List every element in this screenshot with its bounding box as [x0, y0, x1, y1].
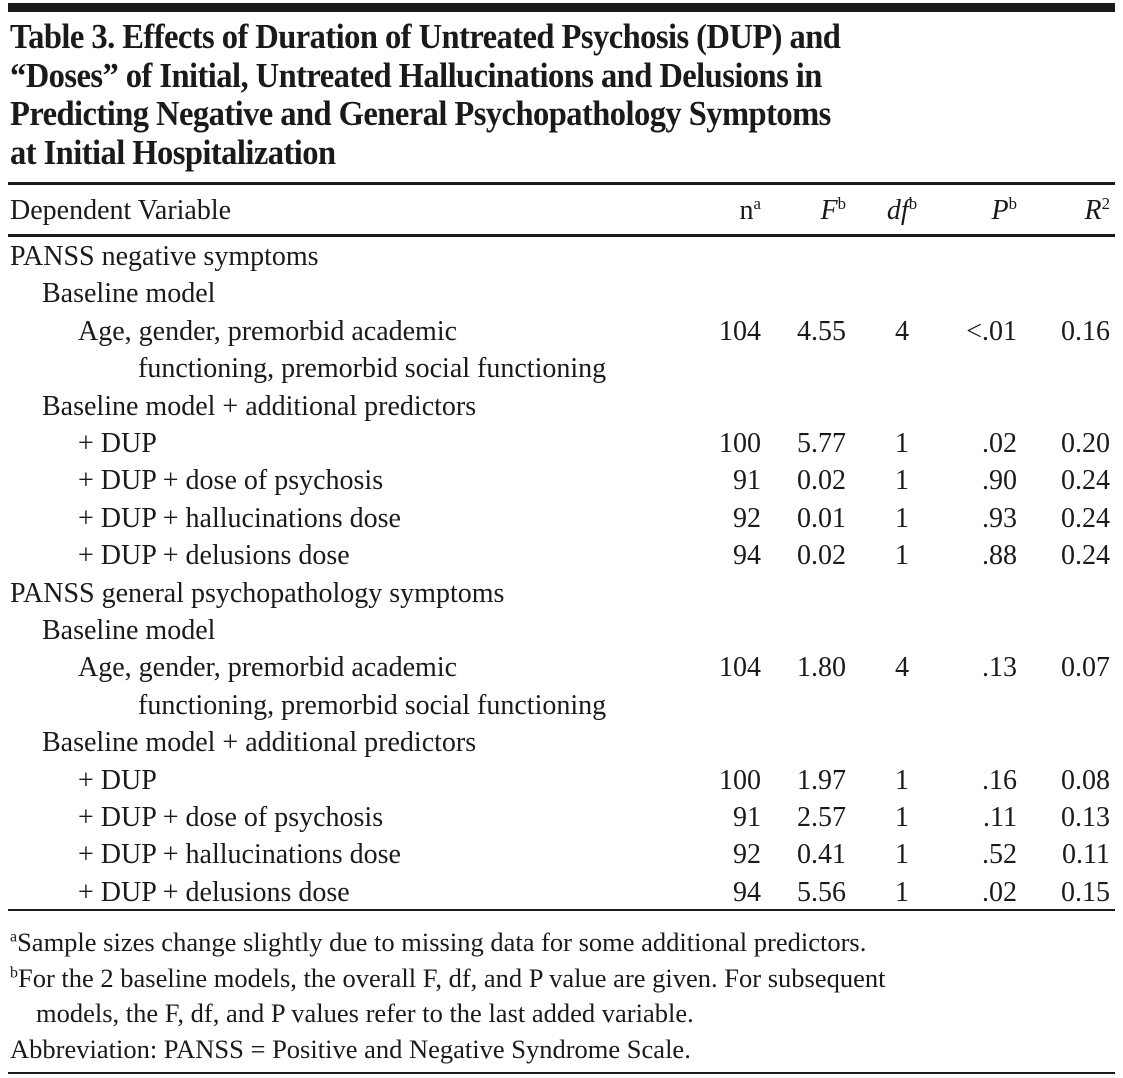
table-title: [10, 18, 940, 172]
body-rule: [8, 909, 1115, 911]
cell-df: 1: [895, 465, 909, 497]
row-label: + DUP + delusions dose: [78, 876, 350, 908]
table-header: [0, 192, 1123, 229]
header-df: [846, 192, 958, 229]
cell-df: 1: [895, 839, 909, 871]
row-label: Baseline model: [42, 278, 216, 310]
cell-n: 91: [733, 802, 761, 833]
cell-p: .52: [982, 839, 1017, 871]
row-label: PANSS negative symptoms: [10, 241, 319, 272]
row-label: + DUP + dose of psychosis: [78, 802, 384, 833]
table-row: [0, 275, 1123, 312]
cell-p: .16: [982, 764, 1017, 796]
header-r2: [1085, 192, 1111, 229]
table-row: [0, 874, 1123, 911]
row-label: + DUP: [78, 764, 157, 796]
table-row: [0, 724, 1123, 761]
cell-p: <.01: [966, 315, 1017, 347]
cell-p: .11: [983, 802, 1017, 833]
cell-df: 4: [895, 652, 909, 684]
row-label: Age, gender, premorbid academic: [78, 652, 458, 684]
footnote-abbreviation: Abbreviation: PANSS = Positive and Negative Syndrome Scale.: [10, 1034, 691, 1064]
header-r-sup: 2: [1101, 193, 1110, 213]
cell-df: 1: [895, 802, 909, 833]
footnote-b-text-1: For the 2 baseline models, the overall F, df, and P value are given. For subsequent: [17, 963, 886, 993]
cell-f: 2.57: [797, 802, 846, 833]
cell-df: 1: [895, 540, 909, 572]
cell-r2: 0.16: [1061, 315, 1110, 347]
cell-f: 0.02: [797, 540, 846, 572]
header-dependent-variable: Dependent Variable: [10, 195, 232, 226]
bottom-rule: [8, 1072, 1115, 1074]
table-row: [0, 836, 1123, 873]
header-n-text: n: [739, 195, 754, 226]
cell-n: 100: [719, 764, 761, 796]
top-thick-rule: [8, 3, 1115, 12]
cell-df: 1: [895, 876, 909, 908]
title-rule: [8, 182, 1115, 185]
header-rule: [8, 234, 1115, 237]
cell-df: 1: [895, 428, 909, 459]
cell-f: 0.02: [797, 465, 846, 497]
header-f-text: F: [820, 195, 838, 226]
cell-n: 92: [733, 502, 761, 534]
cell-f: 4.55: [797, 315, 846, 347]
cell-p: .02: [982, 428, 1017, 459]
title-line: “Doses” of Initial, Untreated Hallucinations and Delusions in: [10, 55, 822, 95]
footnote-a-mark: a: [10, 928, 18, 946]
header-n-sup: a: [753, 193, 761, 213]
footnote-a: [10, 924, 866, 960]
table-row: [0, 238, 1123, 275]
table-row: [0, 462, 1123, 499]
cell-f: 1.80: [797, 652, 846, 684]
cell-r2: 0.24: [1061, 502, 1110, 534]
cell-df: 1: [895, 502, 909, 534]
header-p-sup: b: [1008, 193, 1017, 213]
table-row: [0, 313, 1123, 350]
table-row: [0, 575, 1123, 612]
header-n: [740, 192, 761, 229]
table-row: [0, 612, 1123, 649]
row-label: + DUP + delusions dose: [78, 540, 350, 572]
row-label: Baseline model + additional predictors: [42, 727, 477, 759]
row-label: Age, gender, premorbid academic: [78, 315, 458, 347]
header-df-sup: b: [908, 193, 918, 213]
row-label: PANSS general psychopathology symptoms: [10, 577, 505, 609]
title-line: Table 3. Effects of Duration of Untreated Psychosis (DUP) and: [10, 17, 841, 56]
cell-r2: 0.11: [1062, 839, 1110, 871]
table-row: [0, 687, 1123, 724]
cell-p: .02: [982, 876, 1017, 908]
title-line: at Initial Hospitalization: [10, 132, 336, 172]
cell-p: .13: [982, 652, 1017, 684]
row-label: + DUP: [78, 428, 157, 459]
table-row: [0, 762, 1123, 799]
table-row: [0, 537, 1123, 574]
cell-n: 104: [719, 652, 761, 684]
footnote-b: [10, 960, 885, 996]
cell-r2: 0.13: [1061, 802, 1110, 833]
table-row: [0, 500, 1123, 537]
cell-n: 94: [733, 540, 761, 572]
cell-df: 4: [895, 315, 909, 347]
table-row: [0, 799, 1123, 836]
cell-p: .88: [982, 540, 1017, 572]
table-row: [0, 388, 1123, 425]
row-label: functioning, premorbid social functioning: [138, 689, 607, 721]
cell-r2: 0.24: [1061, 465, 1110, 497]
cell-f: 5.77: [797, 428, 846, 459]
table-row: [0, 649, 1123, 686]
cell-n: 104: [719, 315, 761, 347]
header-f-sup: b: [837, 193, 846, 213]
row-label: Baseline model: [42, 615, 216, 646]
footnote-b-mark: b: [10, 964, 18, 982]
cell-p: .90: [982, 465, 1017, 497]
cell-r2: 0.08: [1061, 764, 1110, 796]
cell-p: .93: [982, 502, 1017, 534]
cell-n: 94: [733, 876, 761, 908]
cell-n: 92: [733, 839, 761, 871]
row-label: Baseline model + additional predictors: [42, 390, 477, 422]
header-p: [992, 192, 1018, 229]
cell-n: 91: [733, 465, 761, 497]
cell-r2: 0.15: [1061, 876, 1110, 908]
header-r-text: R: [1084, 195, 1102, 226]
header-df-text: df: [886, 195, 909, 226]
cell-df: 1: [895, 764, 909, 796]
cell-r2: 0.24: [1061, 540, 1110, 572]
row-label: + DUP + hallucinations dose: [78, 839, 401, 871]
cell-f: 0.01: [797, 502, 846, 534]
footnote-b-continued: models, the F, df, and P values refer to the last added variable.: [36, 998, 694, 1028]
title-line: Predicting Negative and General Psychopathology Symptoms: [10, 94, 831, 133]
cell-f: 1.97: [797, 764, 846, 796]
row-label: functioning, premorbid social functioning: [138, 353, 607, 385]
table-row: [0, 350, 1123, 387]
cell-r2: 0.07: [1061, 652, 1110, 684]
cell-f: 5.56: [797, 876, 846, 908]
header-f: [821, 192, 847, 229]
table-row: [0, 425, 1123, 462]
cell-n: 100: [719, 428, 761, 459]
row-label: + DUP + hallucinations dose: [78, 502, 401, 534]
cell-r2: 0.20: [1061, 428, 1110, 459]
row-label: + DUP + dose of psychosis: [78, 465, 384, 497]
footnote-a-text: Sample sizes change slightly due to missing data for some additional predictors.: [17, 927, 867, 957]
cell-f: 0.41: [797, 839, 846, 871]
header-p-text: P: [991, 195, 1009, 226]
